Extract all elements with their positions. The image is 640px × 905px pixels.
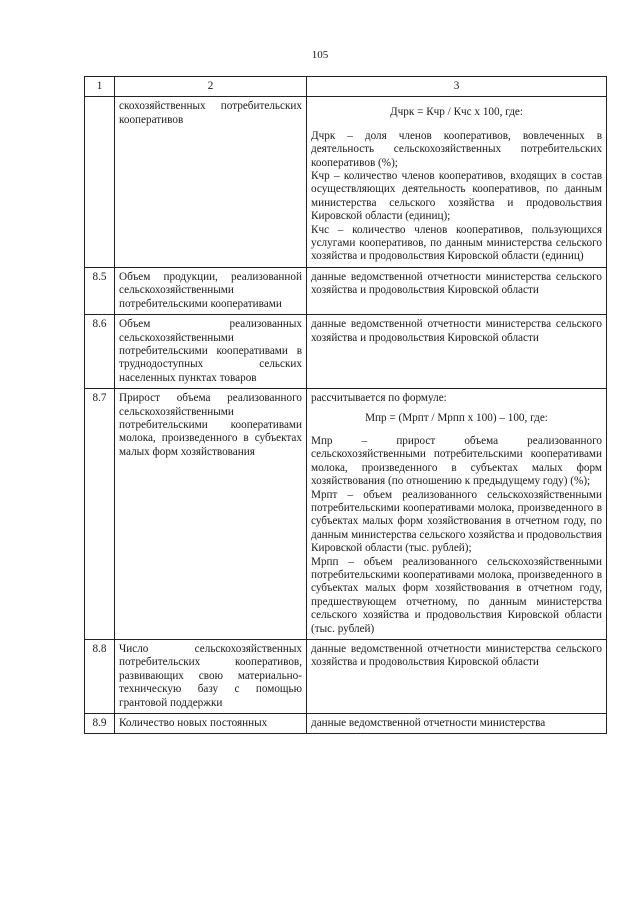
calculation-method: данные ведомственной отчетности министерства сельского хозяйства и продовольствия Кировской области: [307, 315, 607, 389]
table-row: [85, 267, 607, 314]
row-number: 8.7: [85, 389, 115, 640]
formula-definition: Мпр – прирост объема реализованного сельскохозяйственными потребительскими кооперативами молока, произведенного в субъектах малых форм хозяйствования (по отношению к предыдущему году) (%);: [311, 434, 602, 488]
calculation-method: данные ведомственной отчетности министерства сельского хозяйства и продовольствия Кировской области: [307, 267, 607, 314]
row-number: 8.6: [85, 315, 115, 389]
indicator-table: [84, 76, 607, 734]
formula-definition: Кчр – количество членов кооперативов, входящих в состав осуществляющих деятельность кооперативов, по данным министерства сельского хозяйства и продовольствия Кировской области (единиц);: [311, 170, 602, 223]
row-number: [85, 97, 115, 267]
formula: Дчрк = Кчр / Кчс х 100, где:: [390, 106, 523, 119]
formula-definition: Кчс – количество членов кооперативов, пользующихся услугами кооперативов, по данным министерства сельского хозяйства и продовольствия Кировской области (единиц): [311, 223, 602, 263]
table-row: [85, 389, 607, 640]
indicator-name: Число сельскохозяйственных потребительских кооперативов, развивающих свою материально-техническую базу с помощью грантовой поддержки: [115, 640, 307, 714]
indicator-name: Количество новых постоянных: [115, 714, 307, 734]
indicator-name: Объем продукции, реализованной сельскохозяйственными потребительскими кооперативами: [115, 267, 307, 314]
formula-definition: Мрпп – объем реализованного сельскохозяйственными потребительскими кооперативами молока, произведенного в субъектах малых форм хозяйствования в отчетном году, предшествующем отчетному, по данным министерства сельского хозяйства и продовольствия Кировской области (тыс. рублей): [311, 555, 602, 635]
formula-definition: Мрпт – объем реализованного сельскохозяйственными потребительскими кооперативами молока, произведенного в субъектах малых форм хозяйствования в отчетном году, по данным министерства сельского хозяйства и продовольствия Кировской области (тыс. рублей);: [311, 488, 602, 555]
indicator-name: скохозяйственных потребительских кооперативов: [115, 97, 307, 267]
calculation-method: [307, 97, 607, 267]
row-number: 8.8: [85, 640, 115, 714]
table-row: [85, 714, 607, 734]
row-number: 8.9: [85, 714, 115, 734]
header-cell-1: 1: [85, 77, 115, 97]
header-cell-3: 3: [307, 77, 607, 97]
calculation-method: данные ведомственной отчетности министерства: [307, 714, 607, 734]
table-row: [85, 315, 607, 389]
table-header-row: [85, 77, 607, 97]
header-cell-2: 2: [115, 77, 307, 97]
indicator-name: Объем реализованных сельскохозяйственными потребительскими кооперативами в труднодоступных сельских населенных пунктах товаров: [115, 315, 307, 389]
indicator-name: Прирост объема реализованного сельскохозяйственными потребительскими кооперативами молока, произведенного в субъектах малых форм хозяйствования: [115, 389, 307, 640]
table-row: [85, 640, 607, 714]
table-row: [85, 97, 607, 267]
row-number: 8.5: [85, 267, 115, 314]
formula-intro: рассчитывается по формуле:: [311, 392, 447, 405]
calculation-method: данные ведомственной отчетности министерства сельского хозяйства и продовольствия Кировской области: [307, 640, 607, 714]
page-number: 105: [311, 49, 329, 61]
calculation-method: [307, 389, 607, 640]
formula: Мпр = (Мрпт / Мрпп х 100) – 100, где:: [365, 411, 548, 424]
formula-definition: Дчрк – доля членов кооперативов, вовлеченных в деятельность сельскохозяйственных потребительских кооперативов (%);: [311, 129, 602, 169]
